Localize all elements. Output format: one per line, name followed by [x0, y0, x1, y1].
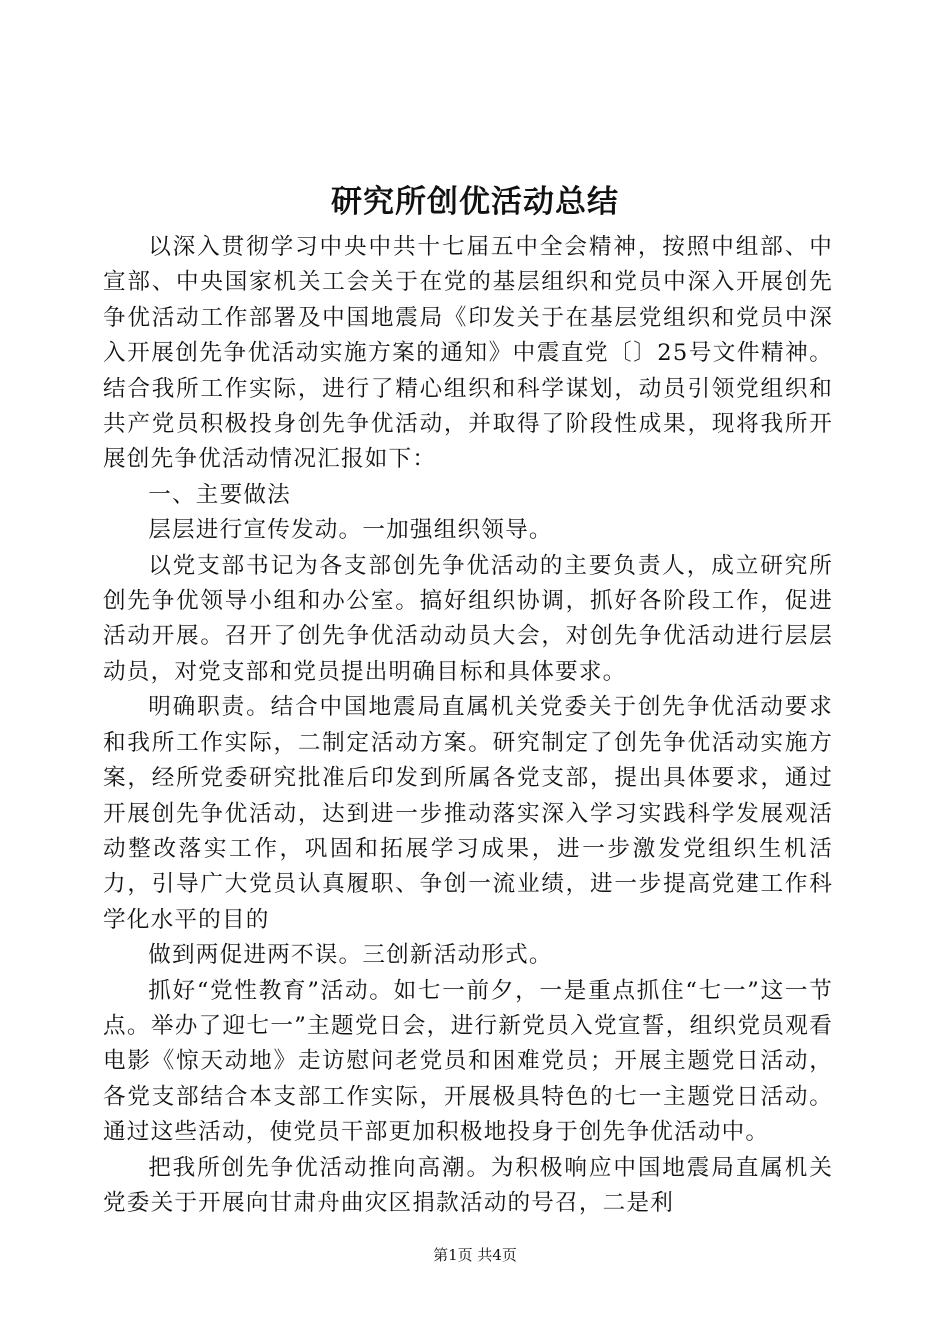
paragraph: 以党支部书记为各支部创先争优活动的主要负责人，成立研究所创先争优领导小组和办公室。搞好组织协调，抓好各阶段工作，促进活动开展。召开了创先争优活动动员大会，对创先争优活动进行层层动员，对党支部和党员提出明确目标和具体要求。: [103, 552, 833, 685]
document-body: [103, 230, 833, 1221]
paragraph: 层层进行宣传发动。一加强组织领导。: [148, 517, 553, 544]
document-title: 研究所创优活动总结: [331, 184, 619, 220]
section-heading: 一、主要做法: [148, 481, 291, 508]
paragraph: 做到两促进两不误。三创新活动形式。: [148, 942, 553, 969]
paragraph: 明确职责。结合中国地震局直属机关党委关于创先争优活动要求和我所工作实际，二制定活动方案。研究制定了创先争优活动实施方案，经所党委研究批准后印发到所属各党支部，提出具体要求，通过开展创先争优活动，达到进一步推动落实深入学习实践科学发展观活动整改落实工作，巩固和拓展学习成果，进一步激发党组织生机活力，引导广大党员认真履职、争创一流业绩，进一步提高党建工作科学化水平的目的: [103, 694, 833, 933]
paragraph-intro: 以深入贯彻学习中央中共十七届五中全会精神，按照中组部、中宣部、中央国家机关工会关于在党的基层组织和党员中深入开展创先争优活动工作部署及中国地震局《印发关于在基层党组织和党员中深入开展创先争优活动实施方案的通知》中震直党〔〕25号文件精神。结合我所工作实际，进行了精心组织和科学谋划，动员引领党组织和共产党员积极投身创先争优活动，并取得了阶段性成果，现将我所开展创先争优活动情况汇报如下：: [103, 234, 833, 473]
paragraph: 抓好“党性教育”活动。如七一前夕，一是重点抓住“七一”这一节点。举办了迎七一”主题党日会，进行新党员入党宣誓，组织党员观看电影《惊天动地》走访慰问老党员和困难党员；开展主题党日活动，各党支部结合本支部工作实际，开展极具特色的七一主题党日活动。通过这些活动，使党员干部更加积极地投身于创先争优活动中。: [103, 977, 833, 1146]
paragraph: 把我所创先争优活动推向高潮。为积极响应中国地震局直属机关党委关于开展向甘肃舟曲灾区捐款活动的号召，二是利: [103, 1154, 833, 1216]
page-number-footer: 第1页 共4页: [433, 1246, 517, 1264]
